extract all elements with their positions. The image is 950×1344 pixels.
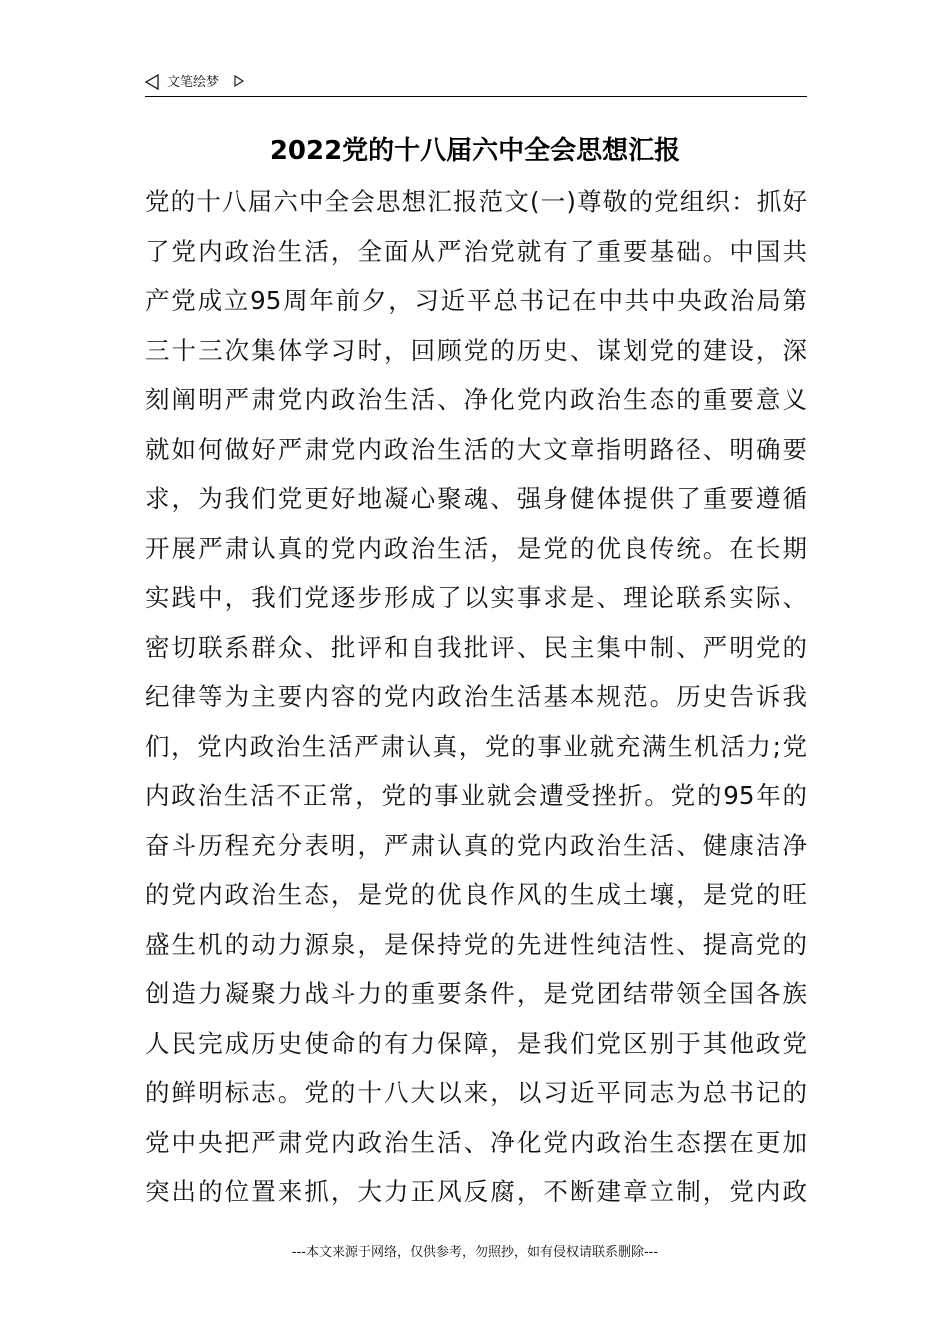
body-line: 突出的位置来抓，大力正风反腐，不断建章立制，党内政 xyxy=(145,1177,807,1206)
body-line: 纪律等为主要内容的党内政治生活基本规范。历史告诉我 xyxy=(145,682,807,711)
body-line: 盛生机的动力源泉，是保持党的先进性纯洁性、提高党的 xyxy=(145,929,807,959)
right-triangle-icon xyxy=(234,75,244,87)
body-line: 三十三次集体学习时，回顾党的历史、谋划党的建设，深 xyxy=(145,335,807,365)
body-line: 开展严肃认真的党内政治生活，是党的优良传统。在长期 xyxy=(145,533,807,563)
page-header xyxy=(145,70,807,97)
left-triangle-icon xyxy=(145,74,159,90)
body-line: 实践中，我们党逐步形成了以实事求是、理论联系实际、 xyxy=(145,583,807,612)
body-line: 求，为我们党更好地凝心聚魂、强身健体提供了重要遵循 xyxy=(145,484,807,513)
body-line: 了党内政治生活，全面从严治党就有了重要基础。中国共 xyxy=(145,236,807,266)
body-line: 产党成立95周年前夕，习近平总书记在中共中央政治局第 xyxy=(145,286,807,315)
body-line: 创造力凝聚力战斗力的重要条件，是党团结带领全国各族 xyxy=(145,979,807,1008)
header-brand-text: 文笔绘梦 xyxy=(167,75,220,90)
body-line: 的鲜明标志。党的十八大以来，以习近平同志为总书记的 xyxy=(145,1078,807,1107)
body-line: 内政治生活不正常，党的事业就会遭受挫折。党的95年的 xyxy=(145,781,807,810)
document-body xyxy=(145,177,807,1217)
body-line: 就如何做好严肃党内政治生活的大文章指明路径、明确要 xyxy=(145,434,807,464)
body-line: 的党内政治生态，是党的优良作风的生成土壤，是党的旺 xyxy=(145,880,807,909)
body-line: 党中央把严肃党内政治生活、净化党内政治生态摆在更加 xyxy=(145,1127,807,1157)
body-line: 们，党内政治生活严肃认真，党的事业就充满生机活力;党 xyxy=(145,731,807,761)
body-line: 人民完成历史使命的有力保障，是我们党区别于其他政党 xyxy=(145,1028,807,1058)
document-title: 2022党的十八届六中全会思想汇报 xyxy=(269,136,681,166)
body-line: 党的十八届六中全会思想汇报范文(一)尊敬的党组织：抓好 xyxy=(145,187,807,216)
body-line: 刻阐明严肃党内政治生活、净化党内政治生态的重要意义 xyxy=(145,385,807,414)
body-line: 密切联系群众、批评和自我批评、民主集中制、严明党的 xyxy=(145,632,807,662)
body-line: 奋斗历程充分表明，严肃认真的党内政治生活、健康洁净 xyxy=(145,830,807,860)
footer-disclaimer: ---本文来源于网络，仅供参考，勿照抄，如有侵权请联系删除--- xyxy=(291,1245,659,1260)
